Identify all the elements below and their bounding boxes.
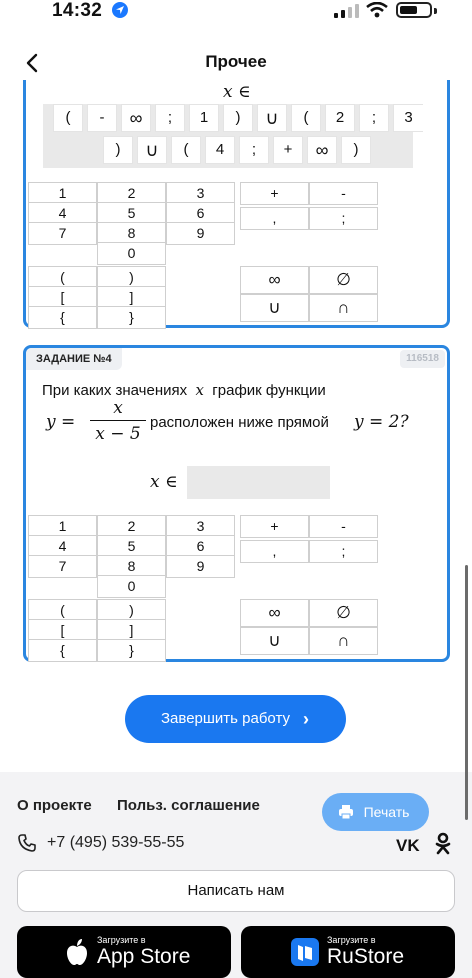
equation-rhs: y = 2? [354, 412, 409, 432]
key-open-brace[interactable]: { [28, 306, 97, 329]
key-union[interactable]: ∪ [240, 294, 309, 322]
key-minus[interactable]: - [309, 182, 378, 205]
finish-work-button[interactable]: Завершить работу › [125, 695, 346, 743]
rustore-button[interactable] [241, 926, 455, 978]
apple-icon [65, 938, 89, 966]
key-close-paren[interactable]: ) [97, 599, 166, 622]
key-infinity[interactable]: ∞ [240, 599, 309, 627]
task-id: 116518 [400, 350, 445, 368]
rustore-big-text: RuStore [327, 945, 405, 968]
answer-slot[interactable]: ; [359, 104, 389, 132]
key-comma[interactable]: , [240, 207, 309, 230]
answer-slot[interactable]: ( [53, 104, 83, 132]
equation-lhs: y = [46, 412, 76, 432]
phone-icon [17, 833, 37, 853]
question-text-2: расположен ниже прямой [150, 414, 329, 431]
answer-slot[interactable]: - [87, 104, 117, 132]
key-2[interactable]: 2 [97, 515, 166, 538]
key-6[interactable]: 6 [166, 535, 235, 558]
answer-slot[interactable]: 1 [189, 104, 219, 132]
key-7[interactable]: 7 [28, 555, 97, 578]
key-close-bracket[interactable]: ] [97, 619, 166, 642]
key-7[interactable]: 7 [28, 222, 97, 245]
printer-icon [338, 804, 354, 820]
key-open-bracket[interactable]: [ [28, 619, 97, 642]
fraction-numerator: x [113, 398, 123, 418]
vk-icon[interactable]: VK [396, 836, 420, 855]
key-semicolon[interactable]: ; [309, 207, 378, 230]
answer-slot[interactable]: ( [291, 104, 321, 132]
answer-slot[interactable]: ∞ [307, 136, 337, 164]
answer-slot[interactable]: ∪ [137, 136, 167, 164]
key-close-brace[interactable]: } [97, 639, 166, 662]
scrollbar[interactable] [465, 565, 468, 820]
key-close-brace[interactable]: } [97, 306, 166, 329]
print-label: Печать [363, 804, 410, 820]
fraction-denominator: x − 5 [95, 424, 141, 444]
task-badge: ЗАДАНИЕ №4 [26, 348, 122, 370]
answer-label: x ∈ [223, 82, 251, 102]
key-plus[interactable]: + [240, 515, 309, 538]
key-9[interactable]: 9 [166, 555, 235, 578]
status-bar [0, 0, 472, 40]
wifi-icon [366, 2, 388, 18]
answer-slots[interactable] [43, 104, 413, 168]
key-intersection[interactable]: ∩ [309, 627, 378, 655]
key-open-paren[interactable]: ( [28, 599, 97, 622]
key-8[interactable]: 8 [97, 222, 166, 245]
terms-link[interactable]: Польз. соглашение [117, 797, 260, 814]
appstore-small-text: Загрузите в [97, 935, 146, 945]
key-close-paren[interactable]: ) [97, 266, 166, 289]
key-3[interactable]: 3 [166, 182, 235, 205]
key-infinity[interactable]: ∞ [240, 266, 309, 294]
answer-input[interactable] [187, 466, 330, 499]
answer-slot[interactable]: ; [155, 104, 185, 132]
answer-slot[interactable]: + [273, 136, 303, 164]
key-0[interactable]: 0 [97, 242, 166, 265]
odnoklassniki-icon[interactable] [435, 832, 451, 856]
location-arrow-icon [112, 2, 128, 18]
nav-bar [0, 44, 472, 80]
key-1[interactable]: 1 [28, 515, 97, 538]
key-4[interactable]: 4 [28, 535, 97, 558]
signal-icon [334, 4, 360, 18]
key-intersection[interactable]: ∩ [309, 294, 378, 322]
page-title: Прочее [205, 52, 267, 71]
answer-slot[interactable]: ( [171, 136, 201, 164]
answer-slot[interactable]: ) [223, 104, 253, 132]
appstore-big-text: App Store [97, 945, 191, 968]
finish-work-label: Завершить работу [161, 710, 290, 727]
print-button[interactable] [322, 793, 429, 831]
key-0[interactable]: 0 [97, 575, 166, 598]
footer [0, 772, 472, 978]
answer-slot[interactable]: ) [103, 136, 133, 164]
key-empty-set[interactable]: ∅ [309, 599, 378, 627]
key-minus[interactable]: - [309, 515, 378, 538]
fraction-bar [90, 420, 146, 421]
key-8[interactable]: 8 [97, 555, 166, 578]
answer-slot[interactable]: ) [341, 136, 371, 164]
key-close-bracket[interactable]: ] [97, 286, 166, 309]
key-4[interactable]: 4 [28, 202, 97, 225]
key-plus[interactable]: + [240, 182, 309, 205]
about-link[interactable]: О проекте [17, 797, 92, 814]
key-9[interactable]: 9 [166, 222, 235, 245]
app-store-button[interactable] [17, 926, 231, 978]
write-us-button[interactable]: Написать нам [17, 870, 455, 912]
key-empty-set[interactable]: ∅ [309, 266, 378, 294]
answer-slot[interactable]: ∞ [121, 104, 151, 132]
answer-slot[interactable]: ∪ [257, 104, 287, 132]
answer-slot[interactable]: 2 [325, 104, 355, 132]
answer-slot[interactable]: 3 [393, 104, 423, 132]
question-text: При каких значениях x график функции [42, 381, 326, 399]
key-2[interactable]: 2 [97, 182, 166, 205]
key-5[interactable]: 5 [97, 535, 166, 558]
status-time: 14:32 [52, 0, 103, 21]
answer-slot[interactable]: 4 [205, 136, 235, 164]
key-open-brace[interactable]: { [28, 639, 97, 662]
key-1[interactable]: 1 [28, 182, 97, 205]
battery-icon [396, 2, 432, 18]
answer-slot[interactable]: ; [239, 136, 269, 164]
key-5[interactable]: 5 [97, 202, 166, 225]
key-3[interactable]: 3 [166, 515, 235, 538]
key-comma[interactable]: , [240, 540, 309, 563]
task3-card [23, 80, 450, 328]
battery-cap [434, 8, 437, 14]
key-semicolon[interactable]: ; [309, 540, 378, 563]
key-6[interactable]: 6 [166, 202, 235, 225]
key-open-paren[interactable]: ( [28, 266, 97, 289]
rustore-icon [291, 938, 319, 966]
task4-card [23, 345, 450, 662]
key-union[interactable]: ∪ [240, 627, 309, 655]
rustore-small-text: Загрузите в [327, 935, 376, 945]
key-open-bracket[interactable]: [ [28, 286, 97, 309]
answer-label: x ∈ [150, 472, 178, 492]
phone-number[interactable]: +7 (495) 539-55-55 [47, 834, 185, 851]
